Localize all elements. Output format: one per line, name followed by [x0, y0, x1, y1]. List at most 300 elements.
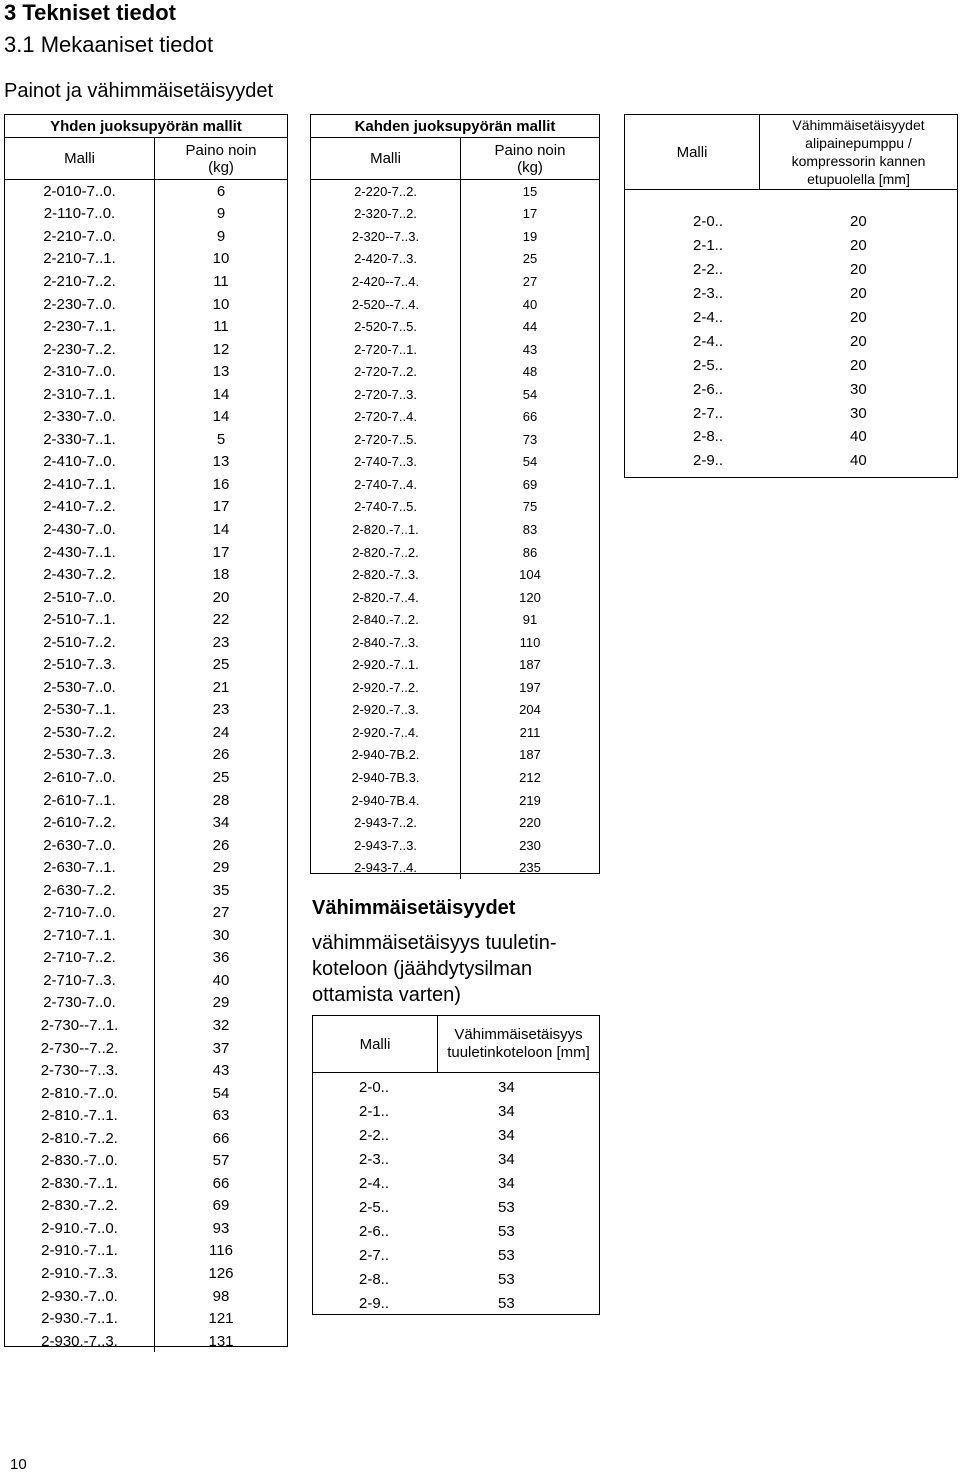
model-cell: 2-510-7..1. [5, 608, 155, 631]
value-cell: 17 [212, 498, 230, 516]
model-cell: 2-530-7..2. [5, 721, 155, 744]
model-cell: 2-7.. [359, 1246, 390, 1264]
table-row [311, 383, 599, 406]
value-cell: 29 [212, 994, 230, 1012]
model-cell: 2-810.-7..2. [5, 1127, 155, 1150]
value-cell: 20 [850, 261, 867, 279]
table-row [5, 248, 287, 271]
value-cell: 10 [212, 250, 230, 268]
table-row [5, 608, 287, 631]
value-cell: 54 [522, 386, 538, 402]
value-cell: 204 [519, 702, 541, 718]
model-cell: 2-530-7..1. [5, 699, 155, 722]
model-cell: 2-8.. [359, 1270, 390, 1288]
value-cell: 230 [519, 837, 541, 853]
value-cell: 23 [212, 633, 230, 651]
model-cell: 2-920.-7..4. [311, 721, 461, 744]
single-table-header [5, 138, 287, 180]
value-cell: 53 [498, 1270, 515, 1288]
value-cell: 34 [498, 1078, 515, 1096]
table-row [5, 721, 287, 744]
table-row [5, 225, 287, 248]
table-row [5, 879, 287, 902]
table-row [311, 541, 599, 564]
table-row [311, 428, 599, 451]
vacuum-distance-table [624, 114, 958, 478]
model-cell: 2-920.-7..3. [311, 699, 461, 722]
model-cell: 2-010-7..0. [5, 180, 155, 203]
model-cell: 2-420--7..4. [311, 270, 461, 293]
value-cell: 13 [212, 453, 230, 471]
model-cell: 2-0.. [693, 213, 724, 231]
value-cell: 37 [212, 1039, 230, 1057]
double-table-title: Kahden juoksupyörän mallit [311, 115, 599, 138]
value-cell: 53 [498, 1222, 515, 1240]
table-row [5, 203, 287, 226]
table-row [5, 1262, 287, 1285]
model-cell: 2-710-7..2. [5, 947, 155, 970]
table-row [5, 1307, 287, 1330]
table-row [5, 1330, 287, 1353]
table-row [5, 451, 287, 474]
value-cell: 75 [522, 499, 538, 515]
model-cell: 2-520-7..5. [311, 315, 461, 338]
model-cell: 2-320-7..2. [311, 203, 461, 226]
table-row [625, 329, 957, 353]
model-cell: 2-720-7..2. [311, 360, 461, 383]
table-row [5, 1150, 287, 1173]
model-cell: 2-420-7..3. [311, 248, 461, 271]
table-row [5, 924, 287, 947]
model-cell: 2-330-7..1. [5, 428, 155, 451]
model-cell: 2-210-7..2. [5, 270, 155, 293]
model-cell: 2-8.. [693, 428, 724, 446]
value-cell: 25 [212, 656, 230, 674]
value-cell: 25 [522, 251, 538, 267]
model-cell: 2-230-7..2. [5, 338, 155, 361]
model-cell: 2-910.-7..1. [5, 1240, 155, 1263]
model-cell: 2-820.-7..4. [311, 586, 461, 609]
value-cell: 212 [519, 769, 541, 785]
model-cell: 2-410-7..2. [5, 496, 155, 519]
value-cell: 104 [519, 567, 541, 583]
model-cell: 2-6.. [359, 1222, 390, 1240]
table-row [5, 563, 287, 586]
model-cell: 2-520--7..4. [311, 293, 461, 316]
table-row [311, 180, 599, 203]
value-cell: 9 [216, 227, 226, 245]
model-cell: 2-820.-7..3. [311, 563, 461, 586]
model-cell: 2-4.. [693, 332, 724, 350]
value-cell: 32 [212, 1017, 230, 1034]
vacuum-table-body [625, 210, 957, 473]
value-cell: 40 [850, 428, 867, 446]
value-cell: 20 [850, 356, 867, 374]
model-cell: 2-1.. [359, 1102, 390, 1120]
model-cell: 2-530-7..3. [5, 744, 155, 767]
value-cell: 20 [850, 332, 867, 350]
value-cell: 40 [522, 296, 538, 312]
table-row [313, 1075, 599, 1099]
value-cell: 86 [522, 544, 538, 560]
value-cell: 17 [522, 206, 538, 222]
model-cell: 2-920.-7..1. [311, 653, 461, 676]
double-col-model: Malli [311, 138, 461, 179]
double-table-header [311, 138, 599, 180]
model-cell: 2-310-7..1. [5, 383, 155, 406]
model-cell: 2-710-7..1. [5, 924, 155, 947]
table-row [5, 947, 287, 970]
single-table-title: Yhden juoksupyörän mallit [5, 115, 287, 138]
model-cell: 2-330-7..0. [5, 405, 155, 428]
table-row [5, 1172, 287, 1195]
table-row [311, 315, 599, 338]
value-cell: 220 [519, 815, 541, 831]
model-cell: 2-630-7..2. [5, 879, 155, 902]
fan-table-body [313, 1073, 599, 1315]
model-cell: 2-930.-7..1. [5, 1307, 155, 1330]
table-row [311, 225, 599, 248]
model-cell: 2-510-7..3. [5, 653, 155, 676]
table-row [5, 653, 287, 676]
value-cell: 19 [522, 228, 538, 244]
model-cell: 2-410-7..1. [5, 473, 155, 496]
table-row [313, 1291, 599, 1315]
model-cell: 2-940-7B.2. [311, 744, 461, 767]
table-row [625, 449, 957, 473]
vacuum-table-header [625, 115, 957, 190]
model-cell: 2-943-7..3. [311, 834, 461, 857]
table-row [625, 353, 957, 377]
value-cell: 53 [498, 1246, 515, 1264]
table-row [625, 401, 957, 425]
value-cell: 27 [212, 904, 230, 922]
value-cell: 110 [519, 634, 541, 650]
value-cell: 34 [212, 814, 230, 832]
table-row [311, 789, 599, 812]
single-col-weight: Paino noin (kg) [185, 141, 257, 176]
table-row [311, 608, 599, 631]
model-cell: 2-930.-7..3. [5, 1330, 155, 1353]
vacuum-col-model: Malli [625, 115, 760, 189]
table-row [313, 1267, 599, 1291]
model-cell: 2-410-7..0. [5, 451, 155, 474]
table-row [311, 293, 599, 316]
value-cell: 53 [498, 1198, 515, 1216]
model-cell: 2-630-7..1. [5, 856, 155, 879]
table-row [625, 258, 957, 282]
table-row [5, 293, 287, 316]
value-cell: 28 [212, 791, 230, 809]
value-cell: 44 [522, 319, 538, 335]
value-cell: 211 [519, 724, 541, 740]
model-cell: 2-610-7..1. [5, 789, 155, 812]
value-cell: 34 [498, 1126, 515, 1144]
model-cell: 2-810.-7..0. [5, 1082, 155, 1105]
value-cell: 66 [522, 409, 538, 425]
fan-col-model: Malli [313, 1016, 438, 1072]
value-cell: 30 [850, 380, 867, 398]
table-row [625, 210, 957, 234]
value-cell: 66 [212, 1174, 230, 1192]
table-row [311, 676, 599, 699]
value-cell: 219 [519, 792, 541, 808]
table-row [5, 789, 287, 812]
table-row [313, 1219, 599, 1243]
value-cell: 11 [213, 272, 229, 290]
table-row [311, 248, 599, 271]
model-cell: 2-4.. [359, 1174, 390, 1192]
value-cell: 6 [216, 182, 226, 200]
value-cell: 34 [498, 1102, 515, 1120]
model-cell: 2-740-7..4. [311, 473, 461, 496]
model-cell: 2-943-7..2. [311, 811, 461, 834]
model-cell: 2-320--7..3. [311, 225, 461, 248]
value-cell: 18 [212, 566, 230, 584]
value-cell: 34 [498, 1174, 515, 1192]
table-row [625, 234, 957, 258]
table-row [5, 744, 287, 767]
model-cell: 2-720-7..3. [311, 383, 461, 406]
table-row [5, 1104, 287, 1127]
value-cell: 121 [208, 1310, 234, 1328]
value-cell: 20 [850, 309, 867, 326]
table-row [5, 1082, 287, 1105]
table-row [311, 744, 599, 767]
value-cell: 57 [212, 1152, 230, 1170]
value-cell: 21 [212, 678, 230, 696]
value-cell: 14 [212, 408, 230, 426]
value-cell: 126 [208, 1265, 234, 1283]
model-cell: 2-430-7..1. [5, 541, 155, 564]
value-cell: 27 [522, 273, 538, 289]
model-cell: 2-0.. [359, 1078, 390, 1096]
model-cell: 2-230-7..0. [5, 293, 155, 316]
model-cell: 2-740-7..3. [311, 451, 461, 474]
fan-table-header [313, 1016, 599, 1073]
value-cell: 23 [212, 701, 230, 719]
value-cell: 187 [519, 747, 541, 763]
page-number: 10 [10, 1456, 27, 1473]
value-cell: 25 [212, 768, 230, 786]
table-row [5, 405, 287, 428]
value-cell: 20 [850, 285, 867, 303]
model-cell: 2-930.-7..0. [5, 1285, 155, 1308]
table-row [311, 405, 599, 428]
single-table-body [5, 180, 287, 1352]
table-row [5, 360, 287, 383]
value-cell: 30 [212, 926, 230, 944]
table-row [5, 676, 287, 699]
model-cell: 2-710-7..0. [5, 902, 155, 925]
table-row [311, 653, 599, 676]
table-row [5, 631, 287, 654]
double-col-weight: Paino noin (kg) [494, 141, 566, 176]
model-cell: 2-430-7..2. [5, 563, 155, 586]
value-cell: 197 [519, 679, 541, 695]
value-cell: 15 [522, 183, 538, 199]
value-cell: 69 [522, 476, 538, 492]
table-row [311, 473, 599, 496]
value-cell: 48 [522, 364, 538, 380]
value-cell: 20 [850, 213, 867, 231]
model-cell: 2-210-7..1. [5, 248, 155, 271]
table-row [625, 377, 957, 401]
model-cell: 2-730--7..3. [5, 1059, 155, 1082]
table-row [311, 270, 599, 293]
table-row [311, 203, 599, 226]
value-cell: 235 [519, 860, 541, 876]
value-cell: 73 [522, 431, 538, 447]
model-cell: 2-610-7..0. [5, 766, 155, 789]
table-row [625, 282, 957, 306]
model-cell: 2-510-7..2. [5, 631, 155, 654]
model-cell: 2-3.. [693, 285, 724, 303]
model-cell: 2-820.-7..1. [311, 518, 461, 541]
table-row [5, 1037, 287, 1060]
value-cell: 43 [212, 1062, 230, 1080]
model-cell: 2-720-7..4. [311, 405, 461, 428]
table-row [625, 306, 957, 330]
value-cell: 40 [850, 452, 867, 470]
model-cell: 2-720-7..5. [311, 428, 461, 451]
table-row [311, 766, 599, 789]
table-row [625, 425, 957, 449]
value-cell: 22 [212, 611, 230, 629]
value-cell: 66 [212, 1129, 230, 1147]
table-row [5, 1195, 287, 1218]
fan-col-distance: Vähimmäisetäisyys tuuletinkoteloon [mm] [447, 1026, 590, 1061]
fan-housing-distance-table [312, 1015, 600, 1315]
table-row [311, 563, 599, 586]
model-cell: 2-6.. [693, 380, 724, 398]
value-cell: 116 [209, 1242, 233, 1260]
value-cell: 9 [216, 205, 226, 223]
value-cell: 35 [212, 881, 230, 899]
value-cell: 69 [212, 1197, 230, 1215]
model-cell: 2-3.. [359, 1150, 390, 1168]
value-cell: 34 [498, 1150, 515, 1168]
table-row [311, 811, 599, 834]
value-cell: 24 [212, 723, 230, 741]
value-cell: 83 [522, 521, 538, 537]
value-cell: 54 [522, 454, 538, 470]
model-cell: 2-610-7..2. [5, 811, 155, 834]
table-row [5, 766, 287, 789]
model-cell: 2-220-7..2. [311, 180, 461, 203]
value-cell: 26 [212, 746, 230, 764]
table-row [5, 902, 287, 925]
model-cell: 2-830.-7..0. [5, 1150, 155, 1173]
model-cell: 2-310-7..0. [5, 360, 155, 383]
table-row [311, 586, 599, 609]
value-cell: 11 [213, 318, 229, 336]
table-row [5, 992, 287, 1015]
table-row [311, 721, 599, 744]
value-cell: 98 [212, 1287, 230, 1305]
model-cell: 2-730--7..1. [5, 1014, 155, 1037]
value-cell: 93 [212, 1219, 230, 1237]
table-row [5, 699, 287, 722]
table-row [313, 1171, 599, 1195]
value-cell: 54 [212, 1084, 230, 1102]
table-row [311, 496, 599, 519]
table-row [5, 1240, 287, 1263]
model-cell: 2-9.. [359, 1294, 390, 1312]
model-cell: 2-940-7B.3. [311, 766, 461, 789]
table-row [311, 856, 599, 879]
model-cell: 2-5.. [359, 1198, 390, 1216]
table-row [313, 1099, 599, 1123]
value-cell: 29 [212, 859, 230, 877]
value-cell: 17 [212, 543, 230, 561]
model-cell: 2-530-7..0. [5, 676, 155, 699]
table-row [5, 811, 287, 834]
table-row [5, 315, 287, 338]
table-row [5, 180, 287, 203]
value-cell: 30 [850, 404, 867, 422]
single-impeller-table [4, 114, 288, 1350]
model-cell: 2-840.-7..2. [311, 608, 461, 631]
model-cell: 2-2.. [693, 261, 724, 279]
value-cell: 14 [212, 385, 230, 403]
table-row [311, 360, 599, 383]
model-cell: 2-630-7..0. [5, 834, 155, 857]
value-cell: 12 [212, 340, 230, 358]
table-row [5, 428, 287, 451]
model-cell: 2-4.. [693, 309, 724, 326]
table-row [5, 473, 287, 496]
table-row [5, 1285, 287, 1308]
value-cell: 53 [498, 1294, 515, 1312]
model-cell: 2-9.. [693, 452, 724, 470]
model-cell: 2-7.. [693, 404, 724, 422]
model-cell: 2-2.. [359, 1126, 390, 1144]
table-row [5, 496, 287, 519]
value-cell: 120 [519, 589, 541, 605]
value-cell: 40 [212, 971, 230, 989]
table-row [311, 631, 599, 654]
table-row [5, 1014, 287, 1037]
model-cell: 2-910.-7..0. [5, 1217, 155, 1240]
model-cell: 2-943-7..4. [311, 856, 461, 879]
table-row [5, 270, 287, 293]
model-cell: 2-820.-7..2. [311, 541, 461, 564]
table-row [311, 699, 599, 722]
model-cell: 2-710-7..3. [5, 969, 155, 992]
value-cell: 5 [216, 430, 226, 448]
table-row [5, 338, 287, 361]
model-cell: 2-1.. [693, 237, 724, 255]
table-row [5, 969, 287, 992]
model-cell: 2-840.-7..3. [311, 631, 461, 654]
table-row [5, 1059, 287, 1082]
model-cell: 2-720-7..1. [311, 338, 461, 361]
vacuum-col-distance: Vähimmäisetäisyydet alipainepumppu / kompressorin kannen etupuolella [mm] [791, 117, 926, 187]
table-row [5, 586, 287, 609]
model-cell: 2-920.-7..2. [311, 676, 461, 699]
value-cell: 26 [212, 836, 230, 854]
model-cell: 2-910.-7..3. [5, 1262, 155, 1285]
value-cell: 20 [850, 237, 867, 255]
model-cell: 2-210-7..0. [5, 225, 155, 248]
table-row [5, 834, 287, 857]
table-row [5, 1217, 287, 1240]
model-cell: 2-830.-7..2. [5, 1195, 155, 1218]
model-cell: 2-430-7..0. [5, 518, 155, 541]
min-distance-title: Vähimmäisetäisyydet [312, 897, 516, 919]
table-row [5, 541, 287, 564]
